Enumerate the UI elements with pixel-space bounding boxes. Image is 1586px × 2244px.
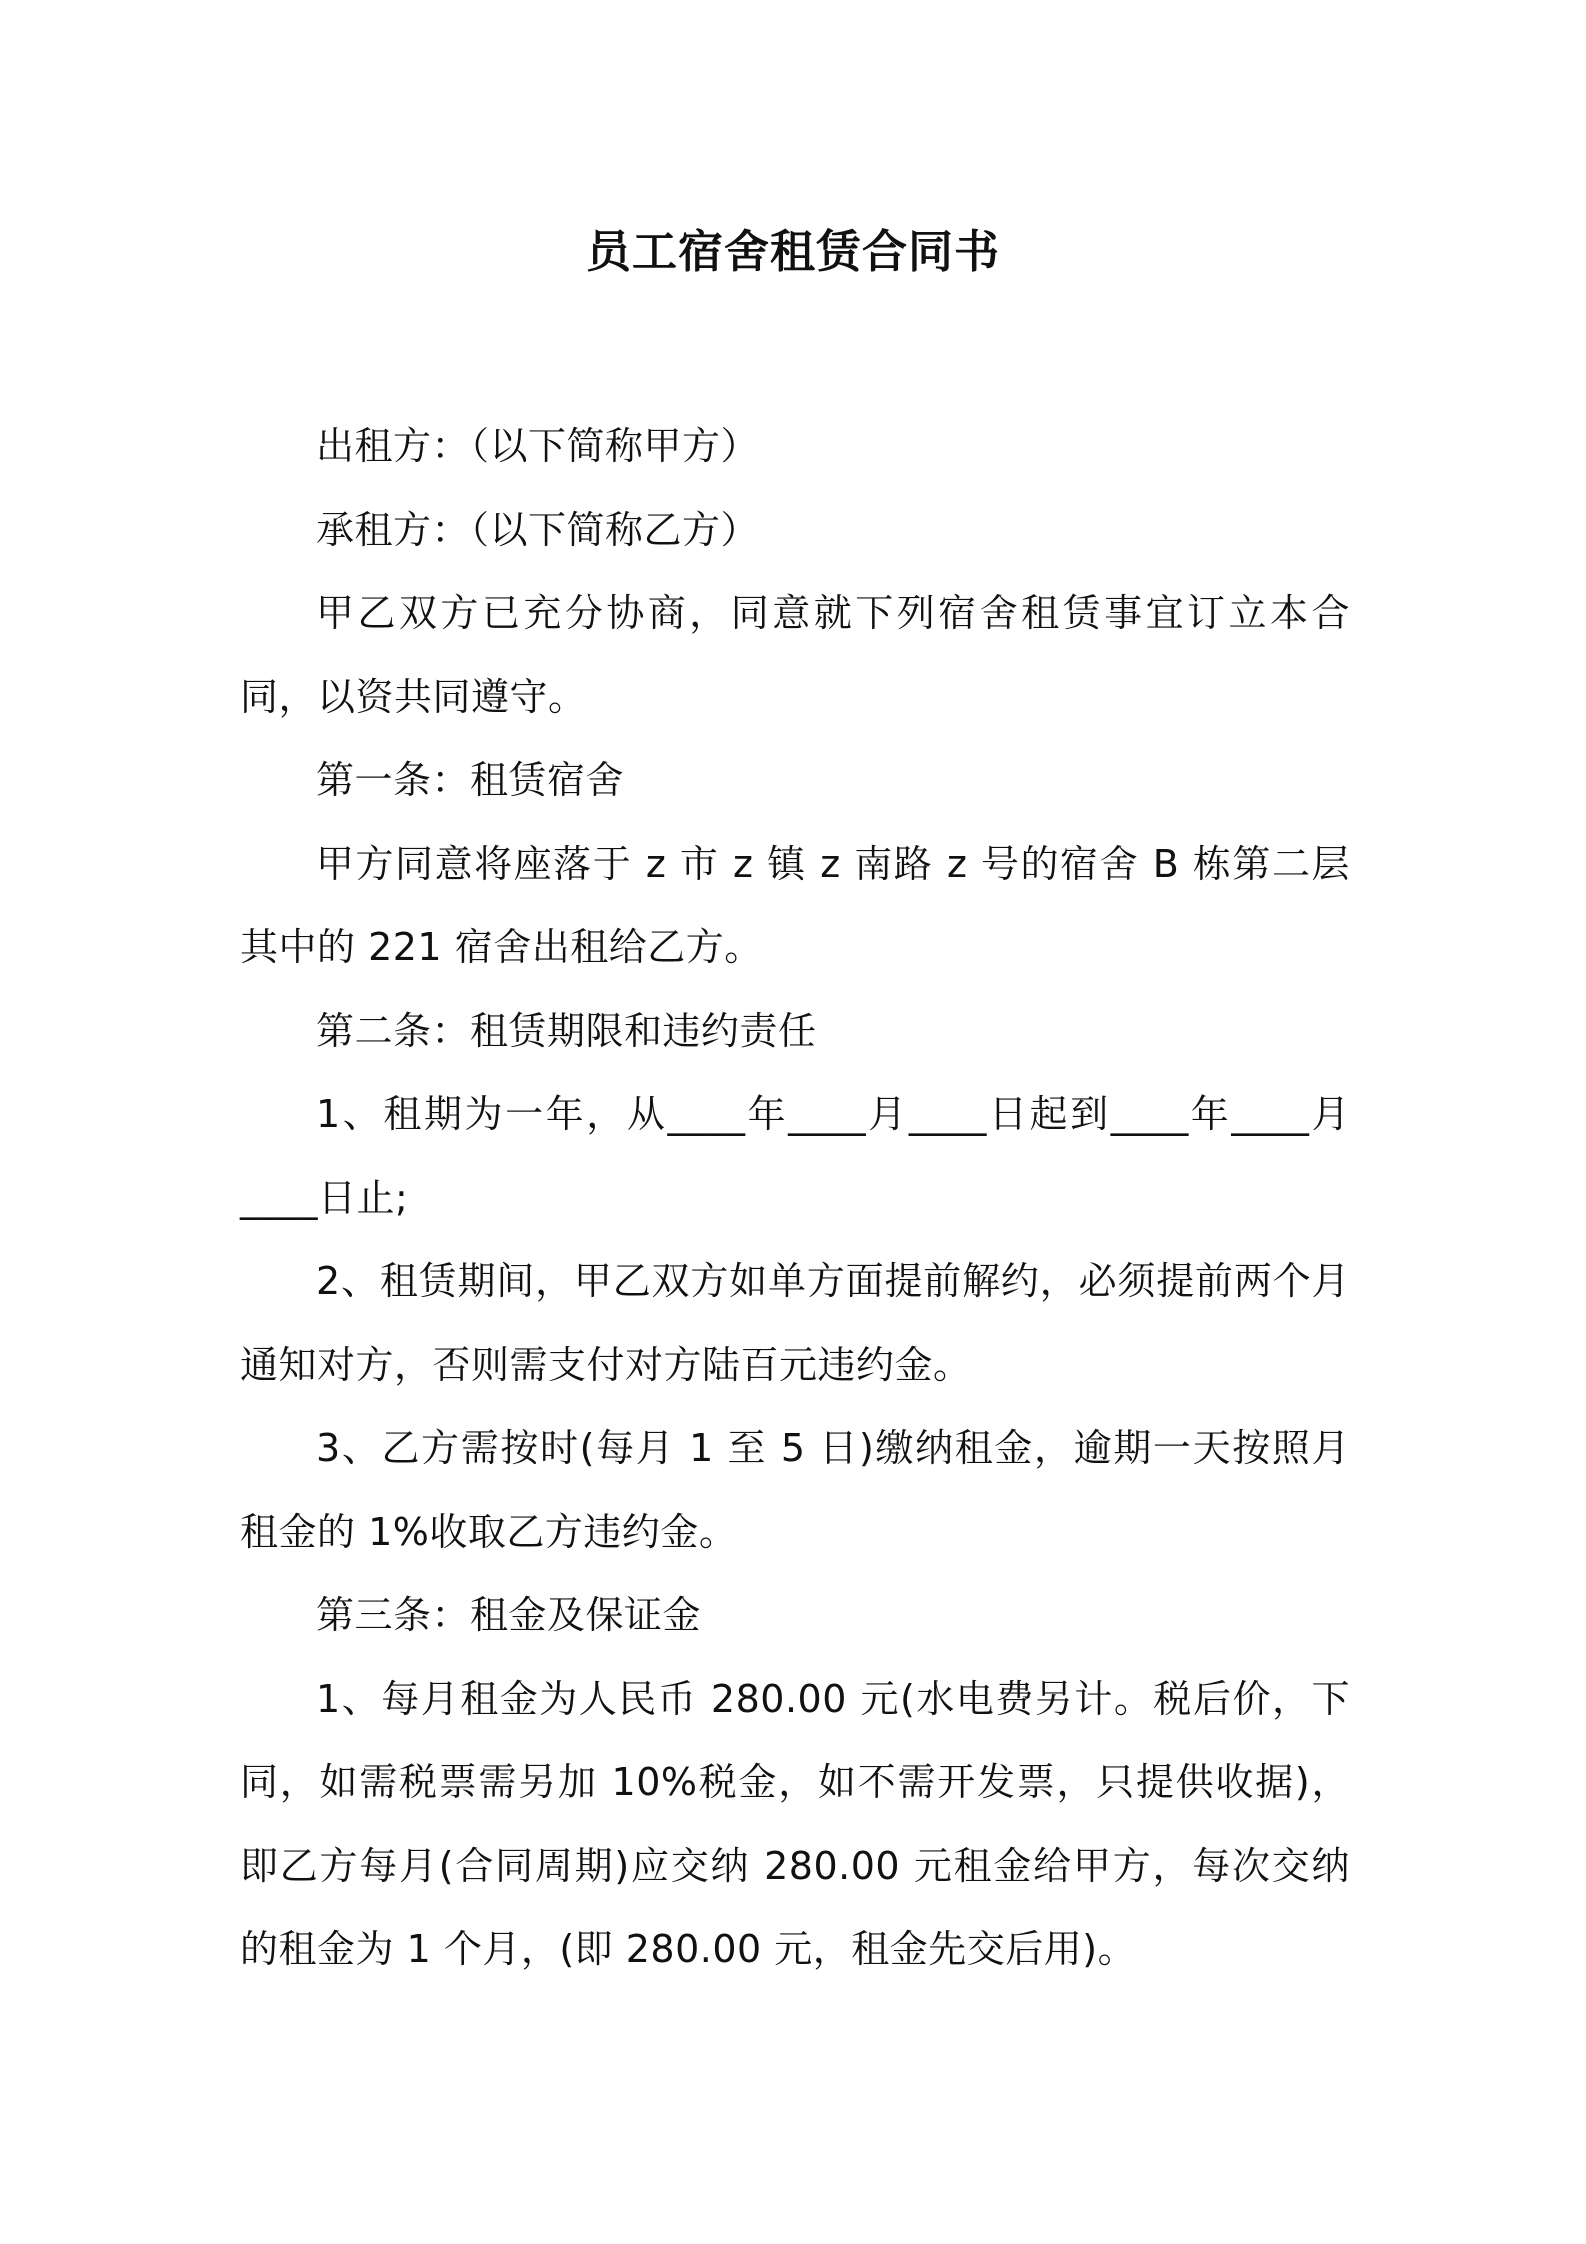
document-title: 员工宿舍租赁合同书 xyxy=(585,225,1000,278)
article-3-clause-1: 1、每月租金为人民币 280.00 元(水电费另计。税后价，下同，如需税票需另加 10%税金，如不需开发票，只提供收据)，即乙方每月(合同周期)应交纳 280.00 元租金给甲方，每次交纳的租金为 1 个月，(即 280.00 元，租金先交后用)。 xyxy=(240,1676,1350,1971)
article-1-body: 甲方同意将座落于 z 市 z 镇 z 南路 z 号的宿舍 B 栋第二层其中的 221 宿舍出租给乙方。 xyxy=(240,841,1350,969)
document-body xyxy=(240,405,1350,1992)
paragraph-lessor: 出租方：（以下简称甲方） xyxy=(316,424,760,468)
article-2-clause-2: 2、租赁期间，甲乙双方如单方面提前解约，必须提前两个月通知对方，否则需支付对方陆百元违约金。 xyxy=(240,1259,1350,1387)
paragraph-preamble: 甲乙双方已充分协商，同意就下列宿舍租赁事宜订立本合同，以资共同遵守。 xyxy=(240,591,1350,719)
article-3-heading: 第三条：租金及保证金 xyxy=(316,1593,702,1637)
article-2-heading: 第二条：租赁期限和违约责任 xyxy=(316,1008,817,1053)
article-2-clause-3: 3、乙方需按时(每月 1 至 5 日)缴纳租金，逾期一天按照月租金的 1%收取乙方违约金。 xyxy=(240,1426,1350,1554)
article-1-heading: 第一条：租赁宿舍 xyxy=(316,758,625,802)
paragraph-lessee: 承租方：（以下简称乙方） xyxy=(316,507,760,552)
article-2-clause-1: 1、租期为一年，从____年____月____日起到____年____月____日止; xyxy=(240,1092,1350,1220)
